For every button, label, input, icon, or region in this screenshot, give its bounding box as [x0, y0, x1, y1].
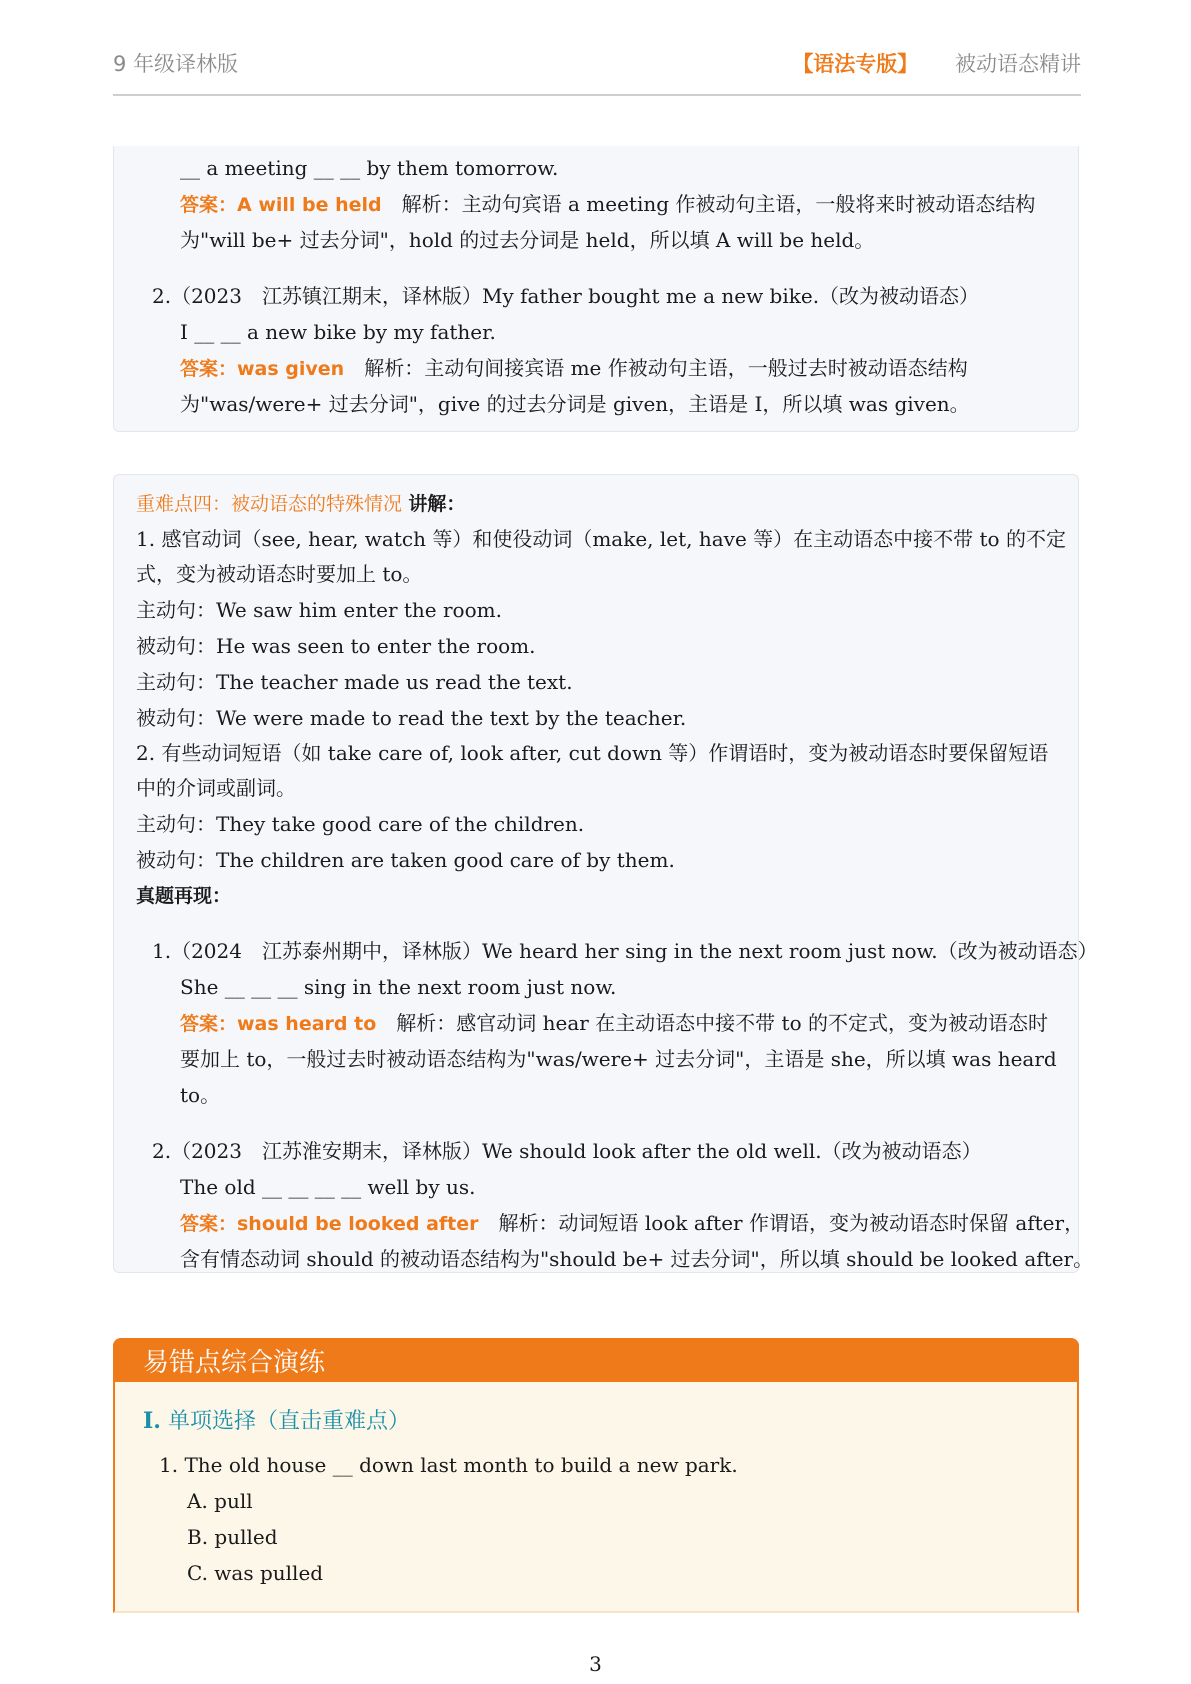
answer-continued: 为"will be+ 过去分词"，hold 的过去分词是 held，所以填 A will be held。	[180, 228, 875, 252]
rule-2: 2. 有些动词短语（如 take care of, look after, cut down 等）作谓语时，变为被动语态时要保留短语	[136, 741, 1049, 765]
header-tag: 【语法专版】	[792, 52, 919, 76]
subsection-text: 单项选择（直击重难点）	[160, 1409, 410, 1434]
key-point-label: 重难点四：被动语态的特殊情况	[136, 493, 403, 515]
key-point-box	[113, 474, 1098, 1273]
example-passive: 被动句：He was seen to enter the room.	[136, 634, 536, 658]
question-line: __ a meeting __ __ by them tomorrow.	[180, 156, 559, 180]
section-title: 易错点综合演练	[143, 1348, 326, 1378]
subsection-heading	[143, 1404, 410, 1435]
practice-section	[113, 1338, 1079, 1613]
example-passive: 被动句：The children are taken good care of by them.	[136, 848, 675, 872]
answer-continued: 为"was/were+ 过去分词"，give 的过去分词是 given，主语是 I，所以填 was given。	[180, 392, 970, 416]
explanation-label: 讲解：	[408, 493, 466, 515]
question-1-blank: She __ __ __ sing in the next room just now.	[180, 975, 617, 999]
question-2-blank: The old __ __ __ __ well by us.	[180, 1175, 476, 1199]
answer-line	[180, 350, 968, 387]
answer-line	[180, 186, 1035, 223]
rule-1-cont: 式，变为被动语态时要加上 to。	[136, 562, 423, 586]
option-a: A. pull	[187, 1489, 253, 1513]
real-exam-label: 真题再现：	[136, 885, 232, 907]
rule-1: 1. 感官动词（see, hear, watch 等）和使役动词（make, let, have 等）在主动语态中接不带 to 的不定	[136, 527, 1066, 551]
question-2: 2.（2023 江苏镇江期末，译林版）My father bought me a new bike.（改为被动语态）	[152, 284, 980, 308]
question-1: 1.（2024 江苏泰州期中，译林版）We heard her sing in the next room just now.（改为被动语态）	[152, 939, 1098, 963]
answer-label: 答案：should be looked after	[180, 1213, 479, 1235]
question-2-blank: I __ __ a new bike by my father.	[180, 320, 496, 344]
practice-question-1: 1. The old house __ down last month to build a new park.	[159, 1453, 738, 1477]
header-right	[792, 48, 1081, 78]
example-active: 主动句：The teacher made us read the text.	[136, 670, 573, 694]
example-active: 主动句：We saw him enter the room.	[136, 598, 502, 622]
example-active: 主动句：They take good care of the children.	[136, 812, 585, 836]
answer-continued: 含有情态动词 should 的被动语态结构为"should be+ 过去分词"，所以填 should be looked after。	[180, 1247, 1094, 1271]
example-box-continued	[113, 146, 1079, 432]
option-b: B. pulled	[187, 1525, 278, 1549]
answer-end: to。	[180, 1083, 221, 1107]
option-c: C. was pulled	[187, 1561, 324, 1585]
answer-text: 解析：主动句间接宾语 me 作被动句主语，一般过去时被动语态结构	[344, 356, 968, 380]
header-grade: 9 年级译林版	[113, 52, 239, 76]
page-header	[113, 44, 1081, 96]
answer-text: 解析：感官动词 hear 在主动语态中接不带 to 的不定式，变为被动语态时	[376, 1011, 1048, 1035]
answer-label: 答案：was heard to	[180, 1013, 377, 1035]
page-number: 3	[589, 1652, 602, 1676]
example-passive: 被动句：We were made to read the text by the teacher.	[136, 706, 687, 730]
answer-line	[180, 1005, 1048, 1042]
answer-label: 答案：A will be held	[180, 194, 382, 216]
question-2: 2.（2023 江苏淮安期末，译林版）We should look after the old well.（改为被动语态）	[152, 1139, 982, 1163]
section-header	[113, 1338, 1079, 1382]
answer-label: 答案：was given	[180, 358, 345, 380]
subsection-number: I.	[143, 1408, 161, 1434]
answer-text: 解析：主动句宾语 a meeting 作被动句主语，一般将来时被动语态结构	[381, 192, 1036, 216]
header-topic: 被动语态精讲	[955, 52, 1081, 76]
rule-2-cont: 中的介词或副词。	[136, 776, 296, 800]
answer-line	[180, 1205, 1084, 1242]
answer-text: 解析：动词短语 look after 作谓语，变为被动语态时保留 after，	[478, 1211, 1085, 1235]
answer-continued: 要加上 to，一般过去时被动语态结构为"was/were+ 过去分词"，主语是 she，所以填 was heard	[180, 1047, 1057, 1071]
key-point-title	[136, 485, 465, 522]
